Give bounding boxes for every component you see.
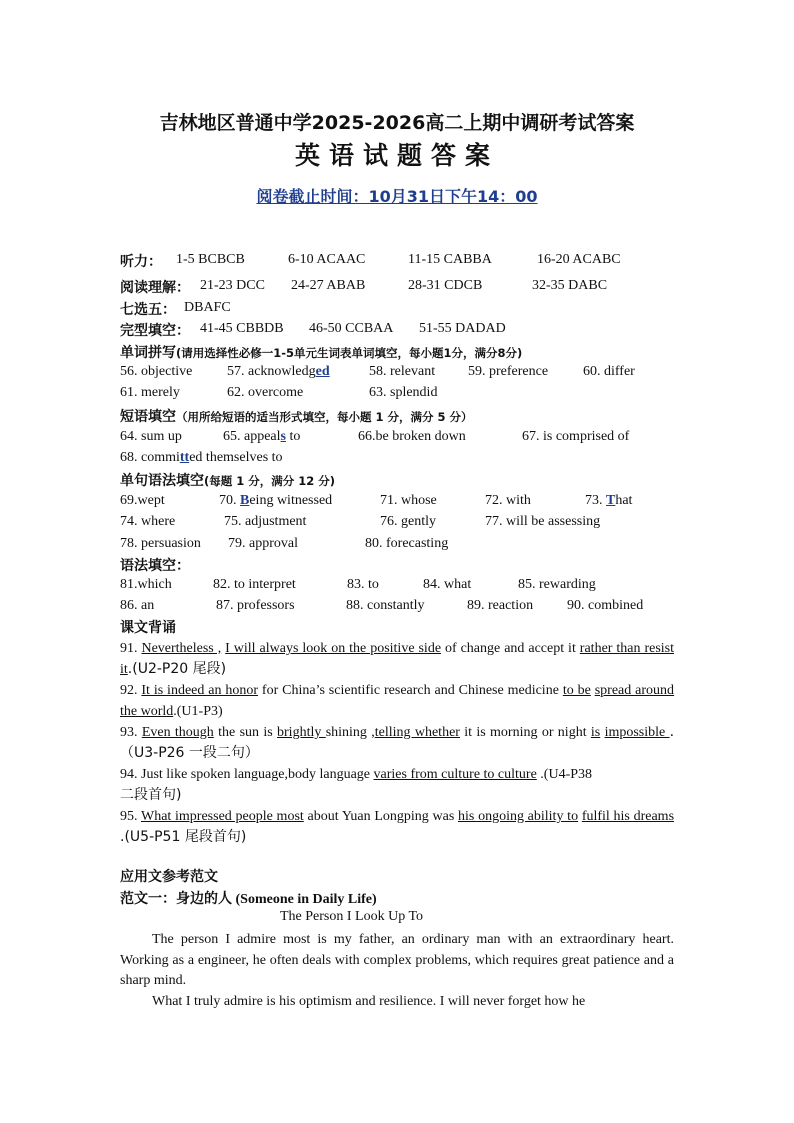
- subject-title: 英语试题答案: [294, 141, 499, 170]
- answer-item: 71. whose: [380, 493, 437, 508]
- answer-item: 63. splendid: [369, 385, 438, 400]
- answer-item: 61. merely: [120, 385, 180, 400]
- cloze-group: 51-55 DADAD: [419, 321, 506, 336]
- exam-title: 吉林地区普通中学2025-2026高二上期中调研考试答案: [159, 112, 635, 134]
- cloze-group: 46-50 CCBAA: [309, 321, 394, 336]
- reading-group: 28-31 CDCB: [408, 278, 483, 293]
- recitation-item-92: 92. It is indeed an honor for China’s scientific research and Chinese medicine to be spread around the world.(U1-P3): [120, 683, 675, 719]
- answer-item: 88. constantly: [346, 598, 425, 613]
- answer-item: 72. with: [485, 493, 531, 508]
- recitation-item-95: 95. What impressed people most about Yuan Longping was his ongoing ability to fulfil his dreams .(U5-P51 尾段首句): [120, 809, 675, 845]
- answer-item: 69.wept: [120, 493, 165, 508]
- answer-item: 68. committed themselves to: [120, 450, 283, 465]
- answer-item: 70. Being witnessed: [219, 493, 333, 508]
- grammar-passage-label: 语法填空：: [120, 558, 190, 574]
- reading-group: 24-27 ABAB: [291, 278, 366, 293]
- spelling-label: 单词拼写: [120, 345, 176, 361]
- answer-item: 75. adjustment: [224, 514, 307, 529]
- answer-item: 82. to interpret: [213, 577, 296, 592]
- essay-paragraph: What I truly admire is his optimism and resilience. I will never forget how he: [152, 994, 586, 1009]
- writing-label: 应用文参考范文: [120, 869, 218, 885]
- corrected-suffix: s: [280, 429, 286, 444]
- corrected-letter: T: [606, 493, 616, 508]
- answer-item: 80. forecasting: [365, 536, 449, 551]
- recitation-item-94: 94. Just like spoken language,body language varies from culture to culture .(U4-P38 二段首句): [120, 767, 593, 803]
- reading-group: 21-23 DCC: [200, 278, 265, 293]
- listening-group: 11-15 CABBA: [408, 252, 492, 267]
- answer-item: 78. persuasion: [120, 536, 201, 551]
- answer-item: 85. rewarding: [518, 577, 596, 592]
- answer-item: 73. That: [585, 493, 633, 508]
- answer-item: 81.which: [120, 577, 172, 592]
- answer-item: 67. is comprised of: [522, 429, 630, 444]
- answer-item: 56. objective: [120, 364, 193, 379]
- sample-topic: (Someone in Daily Life): [235, 892, 377, 907]
- answer-item: 60. differ: [583, 364, 635, 379]
- answer-item: 65. appeals to: [223, 429, 301, 444]
- spelling-note: (请用选择性必修一1-5单元生词表单词填空，每小题1分，满分8分): [176, 346, 523, 360]
- answer-item: 76. gently: [380, 514, 436, 529]
- phrases-label: 短语填空: [120, 409, 176, 425]
- corrected-letter: B: [240, 493, 250, 508]
- answer-item: 77. will be assessing: [485, 514, 601, 529]
- seven-five-answers: DBAFC: [184, 300, 231, 315]
- cloze-group: 41-45 CBBDB: [200, 321, 284, 336]
- answer-item: 66.be broken down: [358, 429, 466, 444]
- answer-item: 83. to: [347, 577, 379, 592]
- recitation-item-93: 93. Even though the sun is brightly shining ,telling whether it is morning or night is impossible . （U3-P26 一段二句）: [120, 724, 675, 761]
- answer-item: 89. reaction: [467, 598, 534, 613]
- answer-item: 57. acknowledged: [227, 364, 330, 379]
- answer-item: 87. professors: [216, 598, 295, 613]
- answer-item: 84. what: [423, 577, 472, 592]
- grading-deadline: 阅卷截止时间：10月31日下午14：00: [256, 187, 538, 206]
- essay-title: The Person I Look Up To: [280, 909, 424, 924]
- listening-group: 16-20 ACABC: [537, 252, 621, 267]
- answer-item: 86. an: [120, 598, 155, 613]
- reading-group: 32-35 DABC: [532, 278, 608, 293]
- answer-item: 58. relevant: [369, 364, 436, 379]
- answer-item: 79. approval: [228, 536, 298, 551]
- answer-item: 64. sum up: [120, 429, 182, 444]
- answer-item: 62. overcome: [227, 385, 304, 400]
- recitation-label: 课文背诵: [120, 620, 176, 636]
- essay-paragraph: The person I admire most is my father, an ordinary man with an extraordinary heart. Working as a engineer, he often deals with complex problems, which requires great patience and a sharp mind.: [120, 932, 674, 988]
- reading-label: 阅读理解：: [120, 280, 190, 296]
- cloze-label: 完型填空：: [120, 323, 190, 339]
- phrases-heading: [120, 406, 473, 426]
- corrected-suffix: ed: [315, 364, 330, 379]
- grammar-single-label: 单句语法填空: [120, 473, 204, 489]
- recitation-item-91: 91. Nevertheless , I will always look on the positive side of change and accept it rather than resist it.(U2-P20 尾段): [120, 641, 674, 677]
- listening-group: 6-10 ACAAC: [288, 252, 366, 267]
- answer-item: 74. where: [120, 514, 176, 529]
- grammar-single-note: (每题 1 分，满分 12 分): [204, 474, 336, 488]
- listening-group: 1-5 BCBCB: [176, 252, 245, 267]
- corrected-letters: tt: [179, 450, 190, 465]
- phrases-note: （用所给短语的适当形式填空，每小题 1 分，满分 5 分）: [176, 410, 473, 424]
- sample-label: 范文一：身边的人: [120, 891, 232, 907]
- sample-heading: [120, 888, 377, 908]
- grammar-single-heading: [120, 470, 335, 490]
- listening-label: 听力：: [120, 254, 162, 270]
- seven-five-label: 七选五：: [120, 302, 176, 318]
- answer-item: 90. combined: [567, 598, 644, 613]
- spelling-heading: [120, 342, 522, 362]
- answer-item: 59. preference: [468, 364, 549, 379]
